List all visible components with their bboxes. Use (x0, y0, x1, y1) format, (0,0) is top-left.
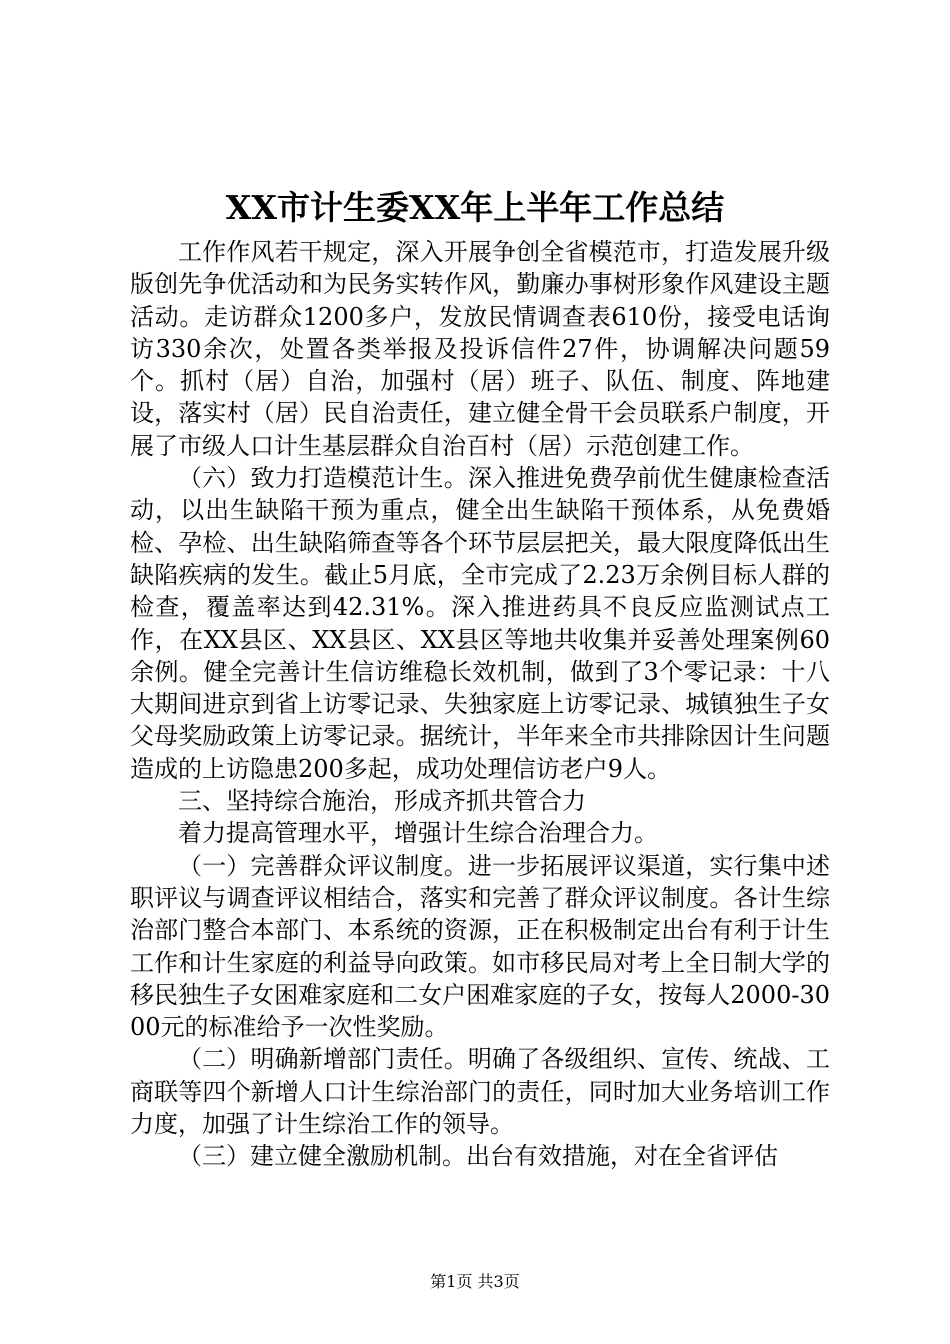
paragraph-2: （六）致力打造模范计生。深入推进免费孕前优生健康检查活动，以出生缺陷干预为重点，健全出生缺陷干预体系，从免费婚检、孕检、出生缺陷筛查等各个环节层层把关，最大限度降低出生缺陷疾病的发生。截止5月底，全市完成了2.23万余例目标人群的检查，覆盖率达到42.31%。深入推进药具不良反应监测试点工作，在XX县区、XX县区、XX县区等地共收集并妥善处理案例60余例。健全完善计生信访维稳长效机制，做到了3个零记录：十八大期间进京到省上访零记录、失独家庭上访零记录、城镇独生子女父母奖励政策上访零记录。据统计，半年来全市共排除因计生问题造成的上访隐患200多起，成功处理信访老户9人。 (130, 464, 830, 783)
paragraph-4: （一）完善群众评议制度。进一步拓展评议渠道，实行集中述职评议与调查评议相结合，落实和完善了群众评议制度。各计生综治部门整合本部门、本系统的资源，正在积极制定出台有利于计生工作和计生家庭的利益导向政策。如市移民局对考上全日制大学的移民独生子女困难家庭和二女户困难家庭的子女，按每人2000-3000元的标准给予一次性奖励。 (130, 851, 830, 1042)
paragraph-6: （三）建立健全激励机制。出台有效措施，对在全省评估 (178, 1142, 778, 1171)
section-heading: 三、坚持综合施治，形成齐抓共管合力 (178, 787, 586, 816)
document-body (130, 236, 830, 1173)
document-title: XX市计生委XX年上半年工作总结 (225, 188, 725, 227)
paragraph-5: （二）明确新增部门责任。明确了各级组织、宣传、统战、工商联等四个新增人口计生综治部门的责任，同时加大业务培训工作力度，加强了计生综治工作的领导。 (130, 1045, 830, 1139)
page-footer: 第1页 共3页 (430, 1272, 520, 1291)
paragraph-3: 着力提高管理水平，增强计生综合治理合力。 (178, 819, 658, 848)
paragraph-1: 工作作风若干规定，深入开展争创全省模范市，打造发展升级版创先争优活动和为民务实转作风，勤廉办事树形象作风建设主题活动。走访群众1200多户，发放民情调查表610份，接受电话询访330余次，处置各类举报及投诉信件27件，协调解决问题59个。抓村（居）自治，加强村（居）班子、队伍、制度、阵地建设，落实村（居）民自治责任，建立健全骨干会员联系户制度，开展了市级人口计生基层群众自治百村（居）示范创建工作。 (130, 238, 830, 460)
